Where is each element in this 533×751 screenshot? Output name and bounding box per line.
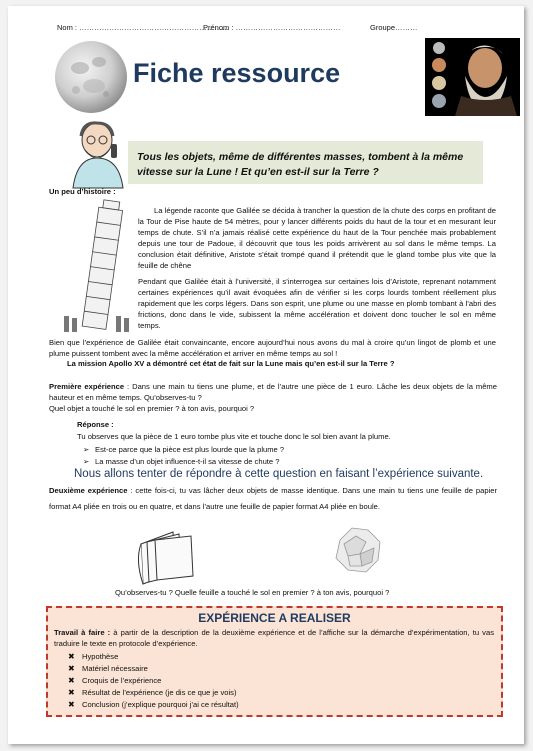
cross-bullet-icon: ✖: [68, 664, 75, 673]
histoire-paragraph-3: Bien que l’expérience de Galilée était convaincante, encore aujourd’hui nous avons du mal à croire qu’un lingot de plomb et une plume puissent tombent avec la même accélération et arriver en même temps au sol !: [49, 338, 496, 358]
reponse-label: Réponse :: [77, 420, 114, 429]
checklist-item-label: Résultat de l’expérience (je dis ce que je vois): [82, 688, 237, 697]
nom-field: Nom : ……………………………………………………: [57, 23, 230, 32]
galileo-portrait-image: [425, 38, 520, 116]
transition-statement: Nous allons tenter de répondre à cette question en faisant l’expérience suivante.: [74, 468, 484, 480]
reponse-question-2-text: La masse d’un objet influence-t-il sa vitesse de chute ?: [95, 457, 280, 466]
checklist-item-label: Croquis de l’expérience: [82, 676, 162, 685]
histoire-paragraph-1: La légende raconte que Galilée se décida à trancher la question de la chute des corps en profitant de la Tour de Pise haute de 54 mètres, pour y lancer différents poids du haut de la tour et en mesurant leur temps de chute. S’il n’a jamais réalisé cette expérience du haut de la Tour penchée mais probablement depuis une tour de Padoue, il découvrit que tous les poids arrivèrent au sol dans le même temps. La conclusion était définitive, Aristote s’était trompé quand il prétendit que le gland tombe plus vite que la feuille de chêne: [138, 206, 496, 270]
checklist-item: [68, 651, 239, 663]
cross-bullet-icon: ✖: [68, 676, 75, 685]
experience-2-description: [49, 483, 497, 515]
folded-paper-image: [133, 530, 199, 586]
checklist-item: [68, 687, 239, 699]
experience-box-title: EXPÉRIENCE A REALISER: [198, 611, 351, 625]
arrow-icon: ➢: [83, 445, 90, 454]
experience-2-text: : cette fois-ci, tu vas lâcher deux objets de masse identique. Dans une main tu tiens une feuille de papier format A4 pliée en trois ou en quatre, et dans l’autre une feuille de papier format A4 pliée en boule.: [49, 486, 497, 511]
checklist-item-label: Matériel nécessaire: [82, 664, 148, 673]
checklist-item: [68, 699, 239, 711]
task-description: [54, 627, 494, 649]
checklist-item: [68, 675, 239, 687]
question-banner-text: Tous les objets, même de différentes masses, tombent à la même vitesse sur la Lune ! Et qu’en est-il sur la Terre ?: [137, 151, 464, 178]
apollo-statement: La mission Apollo XV a démontré cet état de fait sur la Lune mais qu’en est-il sur la Terre ?: [67, 359, 395, 368]
histoire-heading: Un peu d’histoire :: [49, 187, 116, 196]
experience-1-description: [49, 381, 497, 403]
experience-1-text: : Dans une main tu tiens une plume, et de l’autre une pièce de 1 euro. Lâche les deux objets de la même hauteur et en même temps. Qu’observes-tu ?: [49, 382, 497, 402]
reponse-question-1: [83, 444, 284, 455]
cross-bullet-icon: ✖: [68, 700, 75, 709]
cross-bullet-icon: ✖: [68, 688, 75, 697]
moon-image: [54, 40, 128, 114]
reponse-question-1-text: Est-ce parce que la pièce est plus lourde que la plume ?: [95, 445, 285, 454]
arrow-icon: ➢: [83, 457, 90, 466]
page-title: Fiche ressource: [133, 58, 341, 88]
experience-2-label: Deuxième expérience: [49, 486, 128, 495]
prenom-field: Prénom : ……………………………………: [203, 23, 341, 32]
professor-cartoon-image: [63, 118, 129, 190]
groupe-field: Groupe………: [370, 23, 418, 32]
task-text: à partir de la description de la deuxième expérience et de l’affiche sur la démarche d’expérimentation, tu vas traduire le texte en protocole d’expérience.: [54, 628, 494, 648]
histoire-paragraph-2: Pendant que Galilée était à l’université, il s’interrogea sur certaines lois d’Aristote, reprenant notamment certaines expériences qu’il avait évoquées afin de vérifier si les corps lourds tombent réellement plus rapidement que les corps légers. Dans son esprit, une plume ou une masse en plomb tombant à l’abri des frictions, donc dans le vide, subissent la même accélération et doivent donc toucher le sol en même temps.: [138, 277, 496, 330]
crumpled-paper-image: [330, 522, 386, 578]
cross-bullet-icon: ✖: [68, 652, 75, 661]
checklist-item-label: Conclusion (j’explique pourquoi j’ai ce résultat): [82, 700, 239, 709]
pisa-tower-image: [60, 198, 132, 336]
experience-1-label: Première expérience: [49, 382, 125, 391]
checklist-item: [68, 663, 239, 675]
experience-2-question: Qu’observes-tu ? Quelle feuille a touché le sol en premier ? à ton avis, pourquoi ?: [115, 588, 390, 597]
portrait-graphic: [425, 38, 520, 116]
reponse-text: Tu observes que la pièce de 1 euro tombe plus vite et touche donc le sol bien avant la plume.: [77, 432, 391, 441]
protocol-checklist: [68, 651, 239, 711]
checklist-item-label: Hypothèse: [82, 652, 119, 661]
experience-1-question: Quel objet a touché le sol en premier ? à ton avis, pourquoi ?: [49, 404, 255, 413]
task-label: Travail à faire :: [54, 628, 111, 637]
reponse-question-2: [83, 456, 279, 467]
